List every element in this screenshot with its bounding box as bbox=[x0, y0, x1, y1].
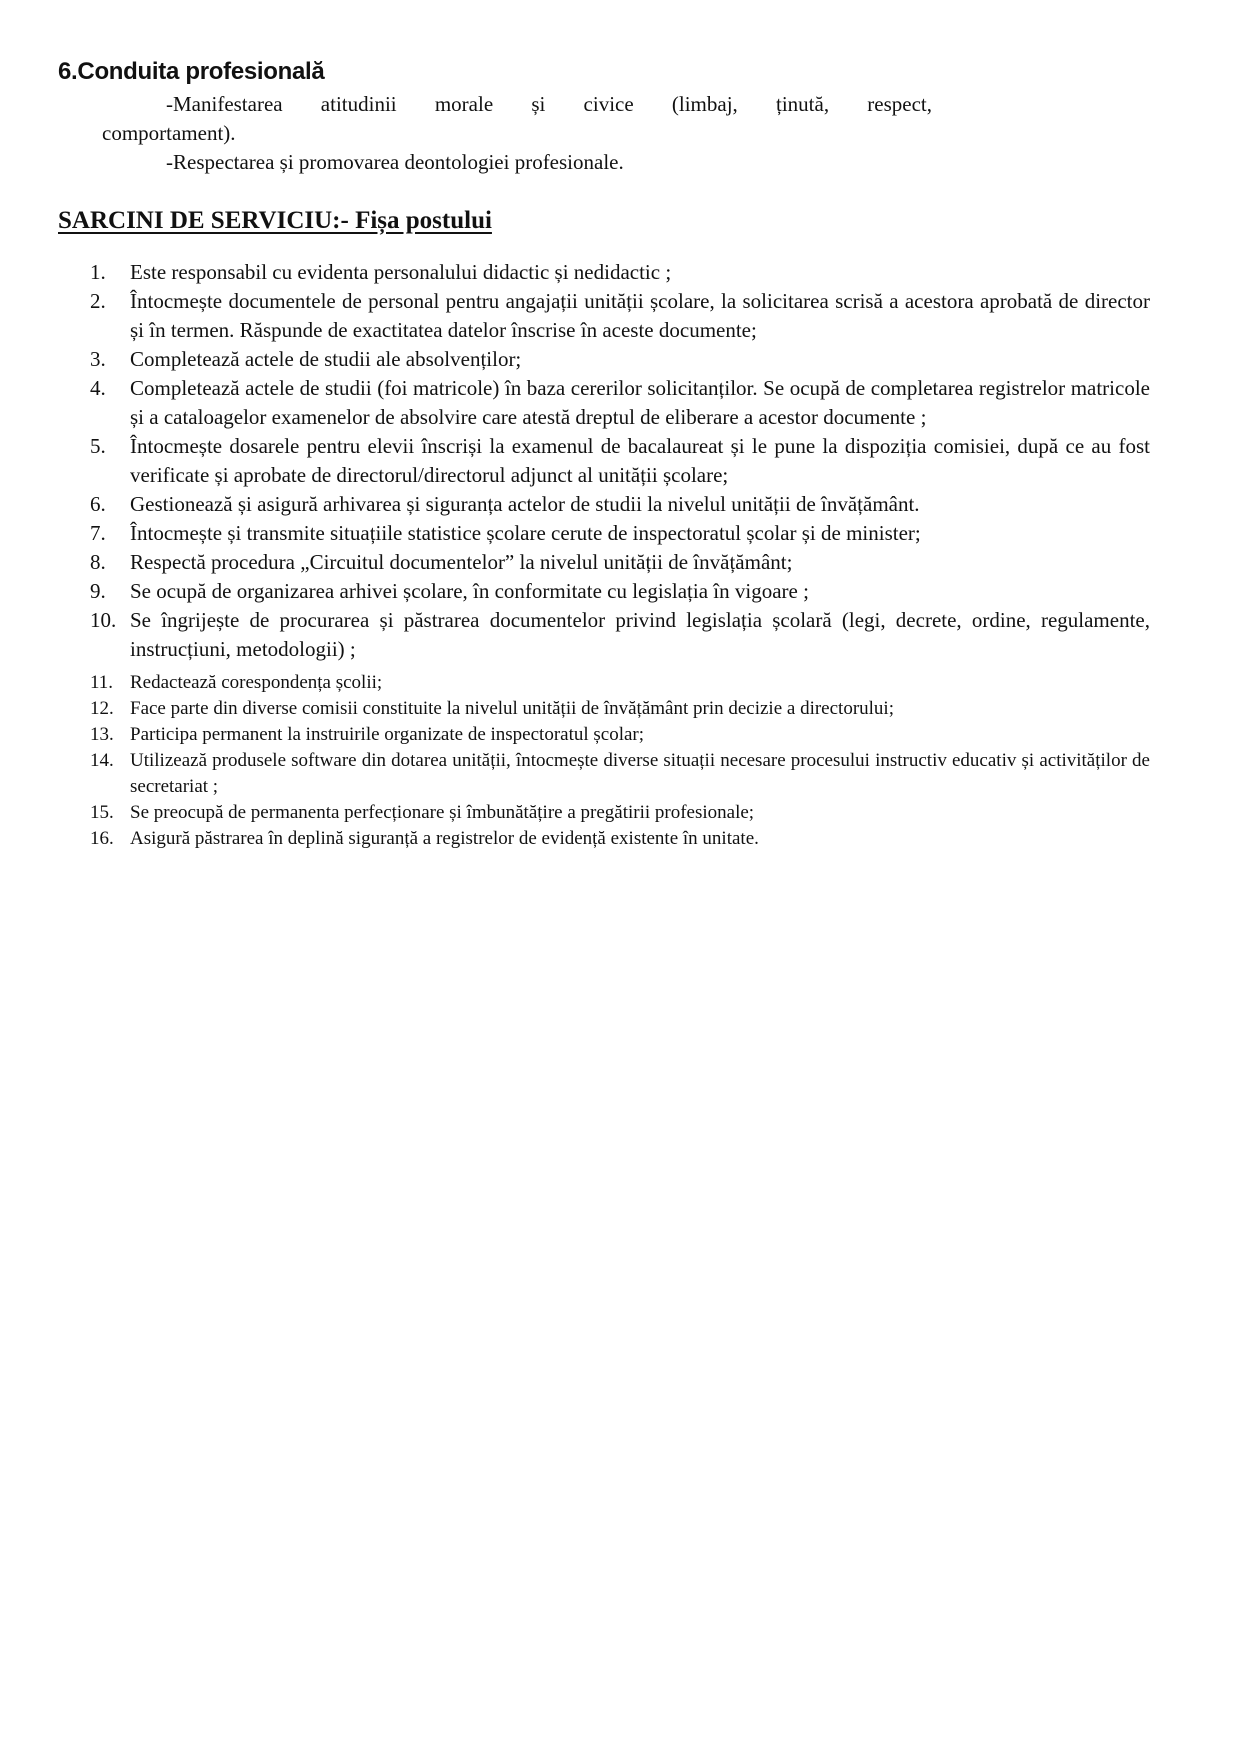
task-number: 10. bbox=[90, 608, 117, 632]
task-number: 2. bbox=[90, 289, 106, 313]
task-item bbox=[90, 800, 1150, 826]
task-item bbox=[90, 432, 1150, 490]
task-text: Asigură păstrarea în deplină siguranță a registrelor de evidență existente în unitate. bbox=[130, 828, 759, 849]
task-number: 6. bbox=[90, 492, 106, 516]
paragraph-manifestarea bbox=[102, 90, 932, 119]
task-item bbox=[90, 722, 1150, 748]
task-item bbox=[90, 345, 1150, 374]
task-item bbox=[90, 577, 1150, 606]
task-item bbox=[90, 519, 1150, 548]
task-text: Întocmește documentele de personal pentru angajații unității școlare, la solicitarea scrisă a acestora aprobată de director și în termen. Răspunde de exactitatea datelor înscrise în aceste documente; bbox=[130, 289, 1150, 342]
task-number: 11. bbox=[90, 672, 114, 693]
task-number: 14. bbox=[90, 750, 114, 771]
task-item bbox=[90, 748, 1150, 800]
paragraph-manifestarea-line1: -Manifestarea atitudinii morale și civice (limbaj, ținută, respect, bbox=[166, 92, 932, 116]
task-text: Gestionează și asigură arhivarea și siguranța actelor de studii la nivelul unității de învățământ. bbox=[130, 492, 920, 516]
task-number: 15. bbox=[90, 802, 114, 823]
task-number: 9. bbox=[90, 579, 106, 603]
task-number: 5. bbox=[90, 434, 106, 458]
task-number: 13. bbox=[90, 724, 114, 745]
task-item bbox=[90, 374, 1150, 432]
task-number: 12. bbox=[90, 698, 114, 719]
tasks-heading: SARCINI DE SERVICIU:- Fișa postului bbox=[58, 207, 492, 234]
task-item bbox=[90, 696, 1150, 722]
task-text: Redactează corespondența școlii; bbox=[130, 672, 383, 693]
task-number: 3. bbox=[90, 347, 106, 371]
task-text: Se preocupă de permanenta perfecționare și îmbunătățire a pregătirii profesionale; bbox=[130, 802, 755, 823]
paragraph-manifestarea-line2: comportament). bbox=[102, 121, 236, 145]
task-number: 16. bbox=[90, 828, 114, 849]
task-text: Participa permanent la instruirile organizate de inspectoratul școlar; bbox=[130, 724, 645, 745]
task-text: Respectă procedura „Circuitul documentelor” la nivelul unității de învățământ; bbox=[130, 550, 793, 574]
task-item bbox=[90, 258, 1150, 287]
task-item bbox=[90, 287, 1150, 345]
task-text: Completează actele de studii ale absolvenților; bbox=[130, 347, 522, 371]
task-item bbox=[90, 826, 1150, 852]
task-text: Completează actele de studii (foi matricole) în baza cererilor solicitanților. Se ocupă de completarea registrelor matricole și a cataloagelor examenelor de absolvire care atestă dreptul de eliberare a acestor documente ; bbox=[130, 376, 1150, 429]
task-text: Întocmește dosarele pentru elevii înscriși la examenul de bacalaureat și le pune la dispoziția comisiei, după ce au fost verificate și aprobate de directorul/directorul adjunct al unității școlare; bbox=[130, 434, 1150, 487]
task-text: Este responsabil cu evidenta personalului didactic și nedidactic ; bbox=[130, 260, 672, 284]
task-text: Întocmește și transmite situațiile statistice școlare cerute de inspectoratul școlar și de minister; bbox=[130, 521, 921, 545]
paragraph-respectarea: -Respectarea și promovarea deontologiei profesionale. bbox=[166, 150, 624, 174]
tasks-list bbox=[90, 258, 1150, 852]
task-item bbox=[90, 490, 1150, 519]
section-title-conduita: 6.Conduita profesională bbox=[58, 58, 325, 85]
task-item bbox=[90, 670, 1150, 696]
task-text: Utilizează produsele software din dotarea unității, întocmește diverse situații necesare procesului instructiv educativ și activităților de secretariat ; bbox=[130, 750, 1150, 797]
task-text: Se ocupă de organizarea arhivei școlare, în conformitate cu legislația în vigoare ; bbox=[130, 579, 809, 603]
task-text: Se îngrijește de procurarea și păstrarea documentelor privind legislația școlară (legi, decrete, ordine, regulamente, instrucțiuni, metodologii) ; bbox=[130, 608, 1150, 661]
task-item bbox=[90, 606, 1150, 664]
task-number: 8. bbox=[90, 550, 106, 574]
task-text: Face parte din diverse comisii constituite la nivelul unității de învățământ prin decizie a directorului; bbox=[130, 698, 894, 719]
task-number: 1. bbox=[90, 260, 106, 284]
task-number: 7. bbox=[90, 521, 106, 545]
task-number: 4. bbox=[90, 376, 106, 400]
task-item bbox=[90, 548, 1150, 577]
